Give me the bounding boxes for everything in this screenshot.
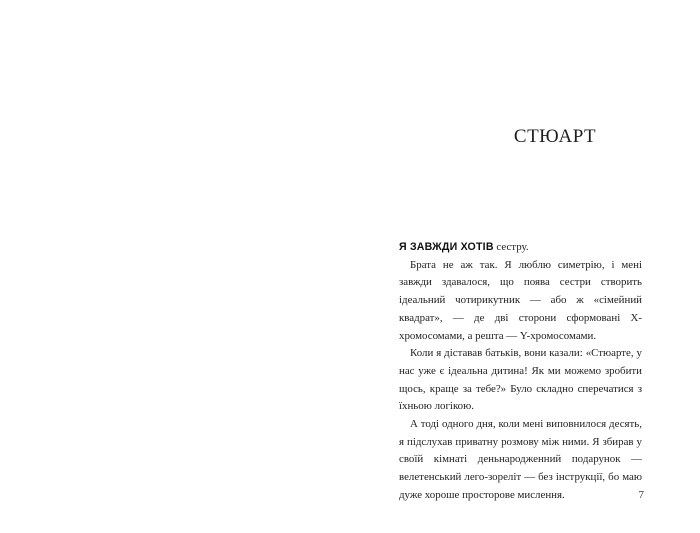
lead-in-rest: сестру. (493, 241, 529, 253)
chapter-title: СТЮАРТ (513, 126, 597, 147)
paragraph-1 (399, 239, 642, 257)
lead-in-caps: Я ЗАВЖДИ ХОТІВ (399, 241, 494, 253)
paragraph-4: А тоді одного дня, коли мені виповнилося десять, я підслухав приватну розмову між ними. Я збирав у своїй кімнаті деньнародженний подарунок — велетенський лего-зореліт — без інструкції, бо маю дуже хороше просторове мислення. (399, 418, 642, 501)
page-number: 7 (638, 489, 644, 501)
chapter-body (399, 239, 642, 505)
paragraph-2: Брата не аж так. Я люблю симетрію, і мені завжди здавалося, що поява сестри створить ідеальний чотирикутник — або ж «сімейний квадрат», — де дві сторони сформовані Х-хромосомами, а решта — Y-хромосомами. (399, 258, 642, 342)
paragraph-3: Коли я діставав батьків, вони казали: «Стюарте, у нас уже є ідеальна дитина! Як ми можемо зробити щось, краще за тебе?» Було складно сперечатися з їхньою логікою. (399, 347, 642, 413)
